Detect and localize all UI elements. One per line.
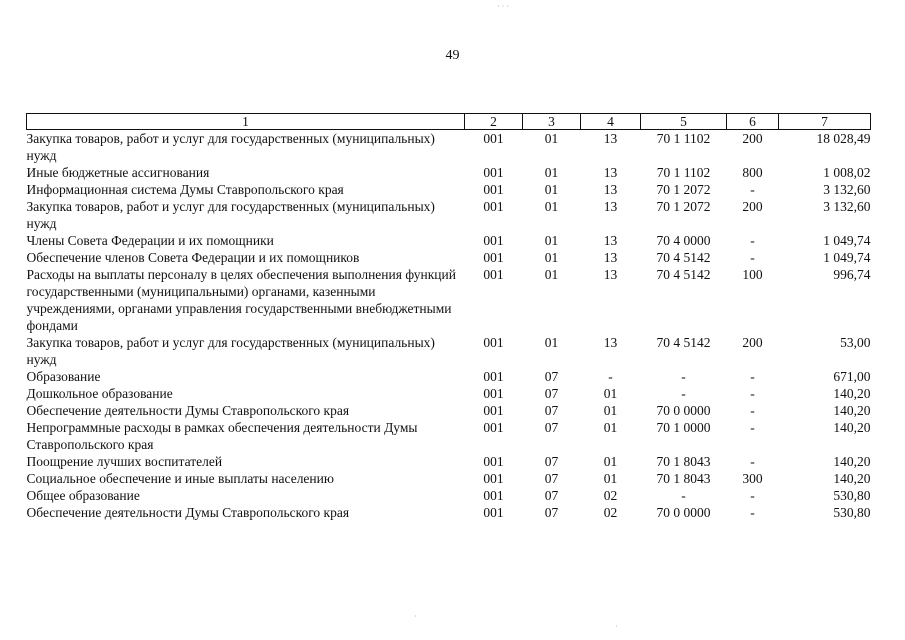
cell-gr: 001 xyxy=(483,250,504,265)
cell-rz: 01 xyxy=(544,250,559,265)
cell-csr: 70 1 1102 xyxy=(656,131,711,146)
page-number: 49 xyxy=(445,48,460,63)
cell-amount: 530,80 xyxy=(833,488,871,503)
table-row xyxy=(27,419,871,453)
cell-amount: 1 049,74 xyxy=(823,250,871,265)
row-name: Обеспечение деятельности Думы Ставропольского края xyxy=(26,403,350,418)
cell-vr: - xyxy=(750,403,755,418)
table-row xyxy=(27,368,871,385)
cell-csr: 70 4 5142 xyxy=(656,250,711,265)
table-row xyxy=(27,402,871,419)
table-row xyxy=(27,504,871,521)
header-col-7: 7 xyxy=(779,114,871,130)
cell-csr: - xyxy=(681,488,686,503)
cell-rz: 07 xyxy=(544,369,559,384)
cell-gr: 001 xyxy=(483,335,504,350)
scan-speck: · xyxy=(414,612,417,621)
cell-rz: 07 xyxy=(544,420,559,435)
row-name: Закупка товаров, работ и услуг для государственных (муниципальных) нужд xyxy=(26,131,435,163)
cell-csr: - xyxy=(681,369,686,384)
cell-vr: 800 xyxy=(742,165,763,180)
cell-amount: 671,00 xyxy=(833,369,871,384)
cell-gr: 001 xyxy=(483,267,504,282)
cell-amount: 140,20 xyxy=(833,454,871,469)
cell-rz: 01 xyxy=(544,233,559,248)
row-name: Социальное обеспечение и иные выплаты населению xyxy=(26,471,334,486)
cell-amount: 530,80 xyxy=(833,505,871,520)
cell-csr: 70 1 8043 xyxy=(656,454,711,469)
row-name: Поощрение лучших воспитателей xyxy=(26,454,223,469)
cell-pr: - xyxy=(608,369,613,384)
cell-csr: 70 1 2072 xyxy=(656,199,711,214)
header-col-2: 2 xyxy=(465,114,523,130)
cell-rz: 01 xyxy=(544,131,559,146)
cell-gr: 001 xyxy=(483,505,504,520)
cell-rz: 07 xyxy=(544,454,559,469)
cell-pr: 13 xyxy=(603,233,618,248)
cell-csr: 70 4 5142 xyxy=(656,335,711,350)
cell-csr: 70 0 0000 xyxy=(656,505,711,520)
cell-csr: 70 0 0000 xyxy=(656,403,711,418)
cell-pr: 13 xyxy=(603,182,618,197)
cell-gr: 001 xyxy=(483,471,504,486)
cell-rz: 01 xyxy=(544,182,559,197)
cell-gr: 001 xyxy=(483,182,504,197)
scan-speck: · xyxy=(615,622,618,631)
cell-rz: 07 xyxy=(544,403,559,418)
cell-gr: 001 xyxy=(483,420,504,435)
cell-pr: 13 xyxy=(603,165,618,180)
cell-amount: 140,20 xyxy=(833,403,871,418)
cell-rz: 07 xyxy=(544,471,559,486)
cell-pr: 13 xyxy=(603,250,618,265)
cell-vr: - xyxy=(750,182,755,197)
cell-csr: 70 4 0000 xyxy=(656,233,711,248)
row-name: Закупка товаров, работ и услуг для государственных (муниципальных) нужд xyxy=(26,335,435,367)
row-name: Обеспечение членов Совета Федерации и их помощников xyxy=(26,250,360,265)
cell-vr: - xyxy=(750,505,755,520)
row-name: Расходы на выплаты персоналу в целях обеспечения выполнения функций государственными (муниципальными) органами, казенными учреждениями, органами управления государственными внебюджетными фондами xyxy=(26,267,456,333)
cell-gr: 001 xyxy=(483,165,504,180)
cell-gr: 001 xyxy=(483,233,504,248)
cell-csr: 70 1 8043 xyxy=(656,471,711,486)
header-col-4: 4 xyxy=(581,114,641,130)
cell-pr: 01 xyxy=(603,471,618,486)
budget-table xyxy=(26,113,871,521)
table-body xyxy=(27,130,871,522)
cell-amount: 53,00 xyxy=(840,335,871,350)
row-name: Дошкольное образование xyxy=(26,386,173,401)
cell-rz: 01 xyxy=(544,165,559,180)
cell-vr: - xyxy=(750,250,755,265)
table-row xyxy=(27,385,871,402)
cell-vr: 200 xyxy=(742,131,763,146)
cell-rz: 07 xyxy=(544,488,559,503)
table-row xyxy=(27,249,871,266)
row-name: Закупка товаров, работ и услуг для государственных (муниципальных) нужд xyxy=(26,199,435,231)
cell-pr: 01 xyxy=(603,403,618,418)
cell-vr: - xyxy=(750,420,755,435)
table-row xyxy=(27,181,871,198)
cell-vr: 200 xyxy=(742,335,763,350)
row-name: Члены Совета Федерации и их помощники xyxy=(26,233,274,248)
row-name: Обеспечение деятельности Думы Ставропольского края xyxy=(26,505,350,520)
scan-speck: · · · xyxy=(497,2,509,11)
cell-vr: - xyxy=(750,386,755,401)
cell-pr: 01 xyxy=(603,420,618,435)
cell-rz: 01 xyxy=(544,335,559,350)
cell-gr: 001 xyxy=(483,199,504,214)
cell-vr: - xyxy=(750,233,755,248)
cell-rz: 07 xyxy=(544,386,559,401)
cell-gr: 001 xyxy=(483,454,504,469)
header-col-1: 1 xyxy=(27,114,465,130)
table-row xyxy=(27,232,871,249)
table-row xyxy=(27,487,871,504)
cell-gr: 001 xyxy=(483,488,504,503)
cell-amount: 140,20 xyxy=(833,386,871,401)
cell-amount: 1 008,02 xyxy=(823,165,871,180)
cell-csr: - xyxy=(681,386,686,401)
cell-vr: - xyxy=(750,454,755,469)
cell-gr: 001 xyxy=(483,131,504,146)
table-row xyxy=(27,470,871,487)
cell-pr: 13 xyxy=(603,199,618,214)
cell-pr: 13 xyxy=(603,335,618,350)
cell-amount: 3 132,60 xyxy=(823,182,871,197)
cell-amount: 140,20 xyxy=(833,420,871,435)
cell-vr: 300 xyxy=(742,471,763,486)
row-name: Информационная система Думы Ставропольского края xyxy=(26,182,344,197)
cell-gr: 001 xyxy=(483,403,504,418)
table-row xyxy=(27,334,871,368)
table-row xyxy=(27,453,871,470)
row-name: Непрограммные расходы в рамках обеспечения деятельности Думы Ставропольского края xyxy=(26,420,418,452)
cell-vr: 100 xyxy=(742,267,763,282)
header-col-3: 3 xyxy=(523,114,581,130)
cell-pr: 02 xyxy=(603,488,618,503)
cell-amount: 18 028,49 xyxy=(816,131,871,146)
cell-rz: 01 xyxy=(544,267,559,282)
table-row xyxy=(27,266,871,334)
table-row xyxy=(27,130,871,165)
cell-csr: 70 1 2072 xyxy=(656,182,711,197)
cell-gr: 001 xyxy=(483,386,504,401)
cell-vr: 200 xyxy=(742,199,763,214)
table-row xyxy=(27,198,871,232)
cell-csr: 70 4 5142 xyxy=(656,267,711,282)
cell-amount: 996,74 xyxy=(833,267,871,282)
row-name: Общее образование xyxy=(26,488,140,503)
cell-pr: 13 xyxy=(603,131,618,146)
cell-pr: 01 xyxy=(603,386,618,401)
header-col-5: 5 xyxy=(641,114,727,130)
cell-pr: 02 xyxy=(603,505,618,520)
cell-rz: 07 xyxy=(544,505,559,520)
cell-amount: 140,20 xyxy=(833,471,871,486)
cell-csr: 70 1 1102 xyxy=(656,165,711,180)
cell-pr: 13 xyxy=(603,267,618,282)
header-col-6: 6 xyxy=(727,114,779,130)
cell-vr: - xyxy=(750,369,755,384)
cell-amount: 3 132,60 xyxy=(823,199,871,214)
cell-vr: - xyxy=(750,488,755,503)
cell-gr: 001 xyxy=(483,369,504,384)
row-name: Иные бюджетные ассигнования xyxy=(26,165,210,180)
cell-rz: 01 xyxy=(544,199,559,214)
table-header xyxy=(27,114,871,130)
cell-amount: 1 049,74 xyxy=(823,233,871,248)
row-name: Образование xyxy=(26,369,101,384)
cell-csr: 70 1 0000 xyxy=(656,420,711,435)
cell-pr: 01 xyxy=(603,454,618,469)
table-row xyxy=(27,164,871,181)
